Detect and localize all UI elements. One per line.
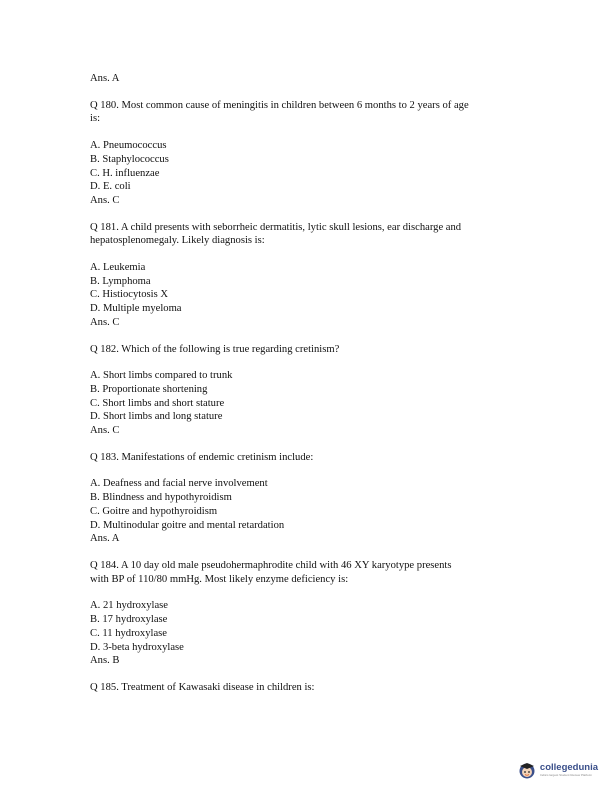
option: A. Short limbs compared to trunk (90, 370, 233, 382)
option: D. Short limbs and long stature (90, 411, 223, 423)
option: C. Goitre and hypothyroidism (90, 505, 218, 517)
question-text: hepatosplenomegaly. Likely diagnosis is: (90, 235, 265, 247)
option: B. 17 hydroxylase (90, 614, 168, 626)
option: C. Short limbs and short stature (90, 397, 225, 409)
question-text: Q 180. Most common cause of meningitis in children between 6 months to 2 years of age (90, 99, 469, 111)
option: A. Deafness and facial nerve involvement (90, 478, 268, 490)
answer: Ans. C (90, 316, 120, 328)
document-body (90, 72, 530, 695)
question-text: Q 182. Which of the following is true regarding cretinism? (90, 343, 340, 355)
option: D. Multiple myeloma (90, 303, 182, 315)
question-block (90, 559, 530, 668)
question-block (90, 99, 530, 208)
question-block (90, 681, 530, 695)
question-block (90, 451, 530, 546)
option: B. Proportionate shortening (90, 383, 208, 395)
option: C. 11 hydroxylase (90, 627, 167, 639)
question-text: Q 185. Treatment of Kawasaki disease in children is: (90, 681, 315, 693)
option: D. Multinodular goitre and mental retardation (90, 519, 285, 531)
answer: Ans. C (90, 194, 120, 206)
option: B. Staphylococcus (90, 153, 169, 165)
answer: Ans. C (90, 425, 120, 437)
question-text: Q 181. A child presents with seborrheic dermatitis, lytic skull lesions, ear discharge and (90, 221, 462, 233)
collegedunia-logo (517, 760, 598, 780)
question-text: is: (90, 113, 101, 125)
question-text: Q 183. Manifestations of endemic cretinism include: (90, 451, 314, 463)
question-block (90, 343, 530, 438)
logo-name: collegedunia (539, 762, 598, 773)
option: A. Pneumococcus (90, 140, 167, 152)
question-text: Q 184. A 10 day old male pseudohermaphrodite child with 46 XY karyotype presents (90, 559, 452, 571)
option: C. H. influenzae (90, 167, 160, 179)
option: B. Blindness and hypothyroidism (90, 492, 232, 504)
option: A. 21 hydroxylase (90, 600, 168, 612)
graduate-mascot-icon (517, 760, 537, 780)
option: D. E. coli (90, 181, 131, 193)
option: A. Leukemia (90, 262, 146, 274)
answer: Ans. B (90, 655, 120, 667)
intro-answer: Ans. A (90, 73, 120, 84)
question-block (90, 221, 530, 330)
option: C. Histiocytosis X (90, 289, 168, 301)
question-text: with BP of 110/80 mmHg. Most likely enzyme deficiency is: (90, 573, 349, 585)
answer: Ans. A (90, 533, 120, 545)
option: D. 3-beta hydroxylase (90, 641, 184, 653)
logo-tagline: India's largest Student Review Platform (539, 773, 593, 777)
option: B. Lymphoma (90, 275, 151, 287)
